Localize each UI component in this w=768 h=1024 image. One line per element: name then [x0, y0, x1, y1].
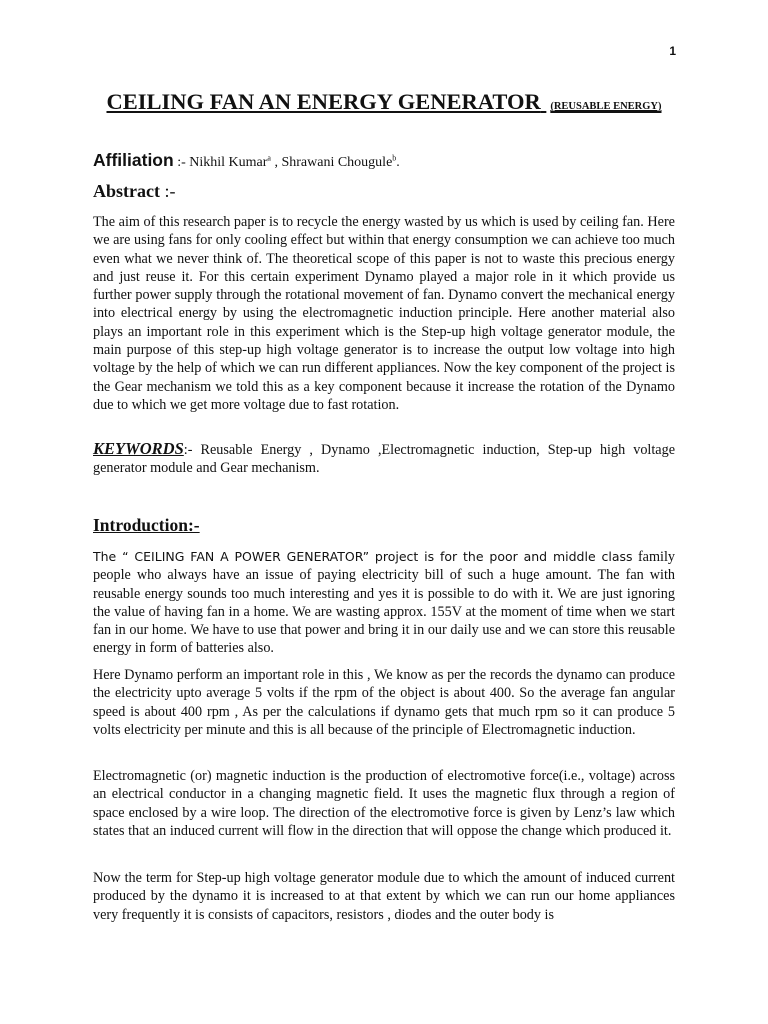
- abstract-label: Abstract: [93, 181, 160, 201]
- intro-paragraph-1-lead: The “ CEILING FAN A POWER GENERATOR” project is for the poor and middle class: [93, 549, 633, 564]
- abstract-heading: [93, 181, 175, 202]
- abstract-paragraph: The aim of this research paper is to recycle the energy wasted by us which is used by ceiling fan. Here we are using fans for only cooling effect but within that energy consumption we can achieve too much even what we never think of. The theoretical scope of this paper is not to waste this precious energy and just reuse it. For this certain experiment Dynamo played a major role in it which provide us further power supply through the rotational movement of fan. Dynamo convert the mechanical energy into electrical energy by using the electromagnetic induction principle. Here another material also plays an important role in this experiment which is the Step-up high voltage generator module, the main purpose of this step-up high voltage generator is to increase the output low voltage into high voltage by the help of which we can run different appliances. Now the key component of the project is the Gear mechanism we told this as a key component because it increase the rotation of the Dynamo due to which we get more voltage due to fast rotation.: [93, 214, 675, 413]
- intro-paragraph-2: Here Dynamo perform an important role in this , We know as per the records the dynamo can produce the electricity upto average 5 volts if the rpm of the object is about 400. So the average fan angular speed is about 400 rpm , As per the calculations if dynamo gets that much rpm so it can produce 5 volts electricity per minute and this is all because of the principle of Electromagnetic induction.: [93, 667, 675, 738]
- introduction-heading: Introduction:-: [93, 515, 200, 535]
- keywords-paragraph: [93, 440, 675, 478]
- title-main: CEILING FAN AN ENERGY GENERATOR: [106, 89, 541, 114]
- intro-paragraph-1-rest: family people who always have an issue of paying electricity bill of such a huge amount. The fan with reusable energy sounds too much interesting and yes it is possible to do with it. We are just ignoring the value of having fan in a home. We are wasting approx. 155V at the moment of time when we start fan in our home. We have to use that power and bring it in our daily use and we can store this reusable energy in form of batteries also.: [93, 549, 675, 657]
- intro-paragraph-3: Electromagnetic (or) magnetic induction is the production of electromotive force(i.e., voltage) across an electrical conductor in a changing magnetic field. It uses the magnetic flux through a region of space enclosed by a wire loop. The direction of the electromotive force is given by Lenz’s law which states that an induced current will flow in the direction that will oppose the change which produced it.: [93, 768, 675, 839]
- affiliation-line: [93, 150, 400, 171]
- affiliation-separator: :-: [173, 155, 190, 170]
- author-2: Shrawani Chougule: [281, 155, 393, 170]
- keywords-label: KEYWORDS: [93, 439, 184, 458]
- author-joiner: ,: [270, 155, 282, 170]
- author-1-superscript: a: [267, 153, 271, 163]
- author-1: Nikhil Kumar: [189, 155, 268, 170]
- abstract-separator: :-: [159, 181, 176, 201]
- keywords-separator: :-: [183, 442, 201, 458]
- author-2-superscript: b: [392, 153, 397, 163]
- paper-title: [0, 89, 768, 115]
- title-subtitle: (REUSABLE ENERGY): [550, 101, 662, 112]
- affiliation-label: Affiliation: [93, 150, 174, 170]
- affiliation-end: .: [396, 155, 400, 170]
- intro-paragraph-1: [93, 548, 675, 658]
- intro-paragraph-4: Now the term for Step-up high voltage generator module due to which the amount of induced current produced by the dynamo it is increased to at that extent by which we can run our home appliances very frequently it is consists of capacitors, resistors , diodes and the outer body is: [93, 870, 675, 923]
- page-number: 1: [669, 44, 676, 58]
- keywords-text: Reusable Energy , Dynamo ,Electromagnetic induction, Step-up high voltage generator module and Gear mechanism.: [93, 442, 676, 477]
